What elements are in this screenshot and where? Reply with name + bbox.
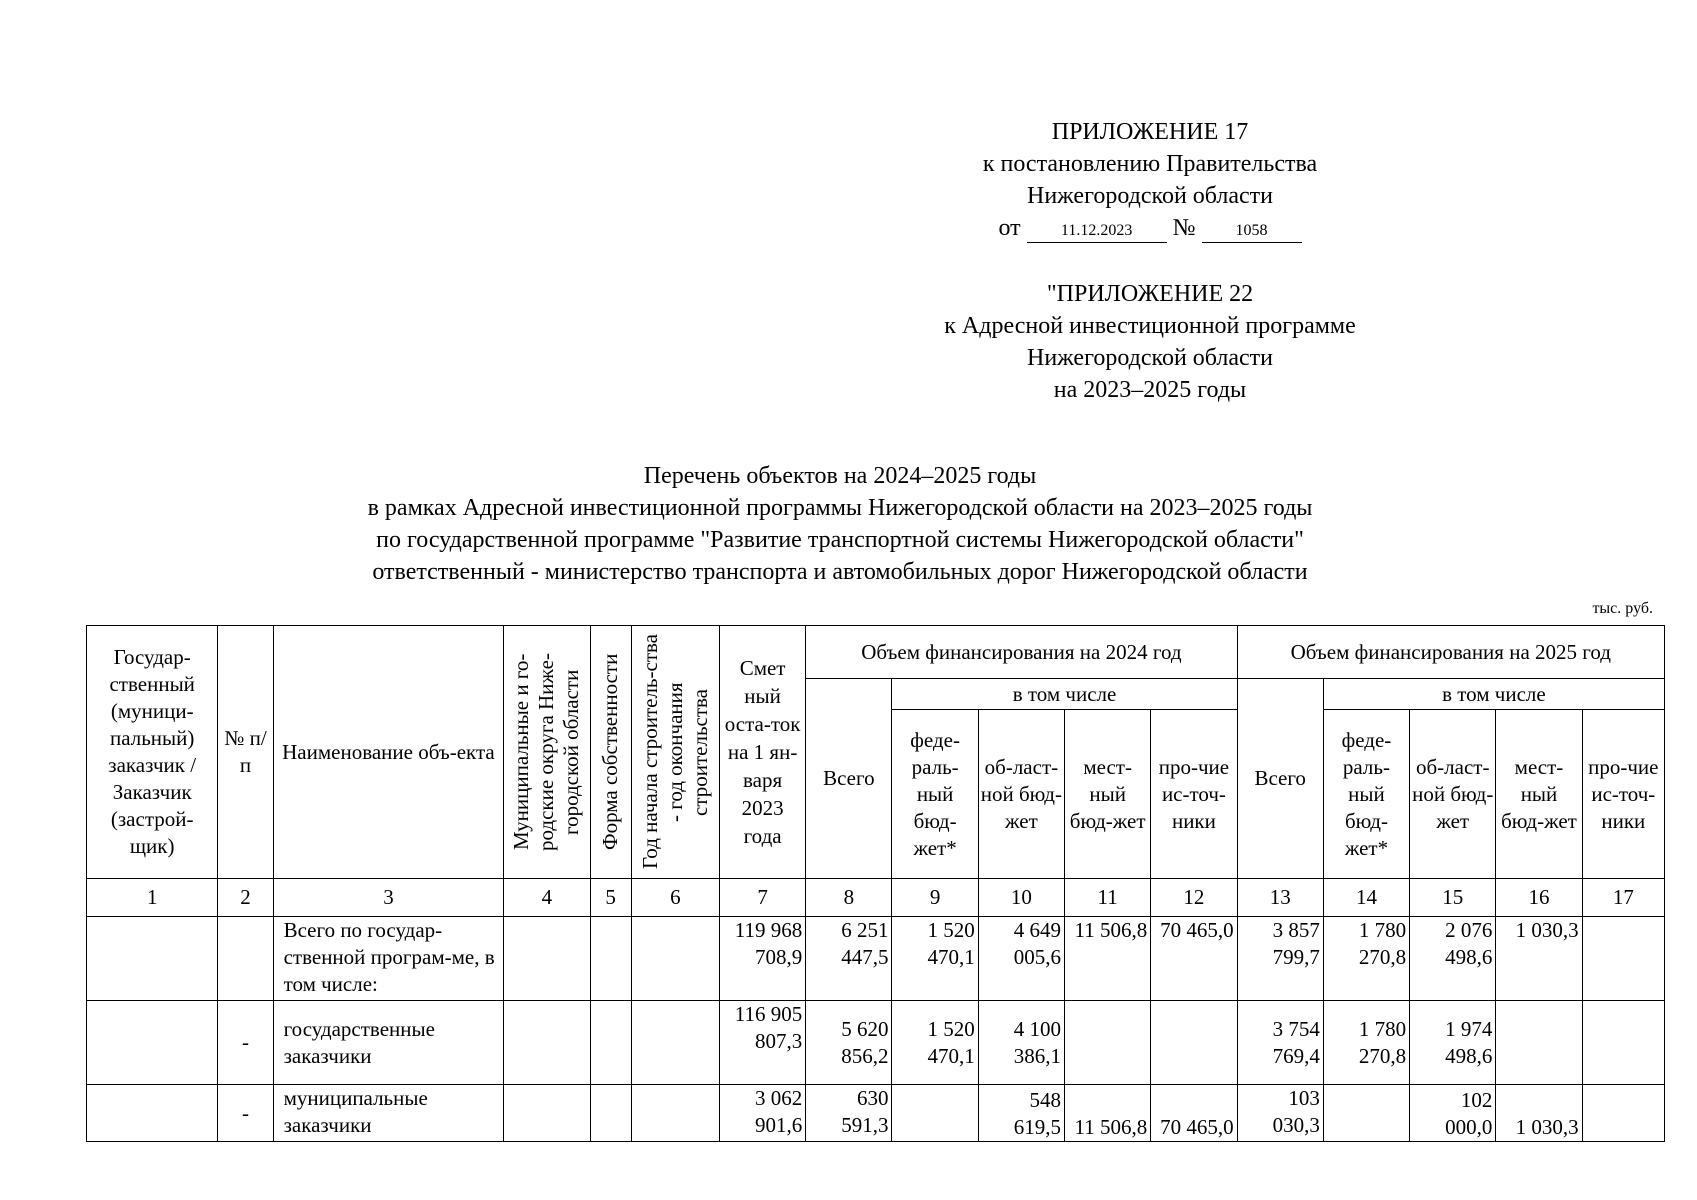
cell-total-2025: 3 754 769,4 (1237, 1001, 1323, 1085)
title-line3: по государственной программе "Развитие транспортной системы Нижегородской области" (376, 527, 1304, 553)
cell-customer (87, 1085, 218, 1142)
cell-num (218, 917, 273, 1001)
cell-other-2024: 70 465,0 (1151, 917, 1237, 1001)
header-ownership-text: Форма собственности (598, 653, 623, 851)
title-line1: Перечень объектов на 2024–2025 годы (643, 463, 1037, 489)
cell-ownership (590, 1085, 631, 1142)
cell-other-2025 (1582, 1085, 1664, 1142)
header-regional-2025: об-ласт-ной бюд-жет (1410, 710, 1496, 879)
cell-years (631, 1001, 719, 1085)
cell-municipal (504, 1001, 590, 1085)
cell-years (631, 1085, 719, 1142)
cell-regional-2024: 548 619,5 (978, 1085, 1064, 1142)
header-fin-2025: Объем финансирования на 2025 год (1237, 626, 1664, 679)
header-including-2025: в том числе (1323, 679, 1664, 710)
cell-name: Всего по государ-ственной програм-ме, в том числе: (273, 917, 504, 1001)
title-line2: в рамках Адресной инвестиционной программы Нижегородской области на 2023–2025 годы (367, 495, 1313, 521)
cell-local-2025: 1 030,3 (1496, 1085, 1582, 1142)
header-federal-2025: феде-раль-ный бюд-жет* (1323, 710, 1409, 879)
cell-regional-2025: 1 974 498,6 (1410, 1001, 1496, 1085)
header-including-2024: в том числе (892, 679, 1237, 710)
cell-local-2024: 11 506,8 (1065, 917, 1151, 1001)
cell-regional-2025: 2 076 498,6 (1410, 917, 1496, 1001)
header-other-2025: про-чие ис-точ-ники (1582, 710, 1664, 879)
annex-22-line2: к Адресной инвестиционной программе (944, 313, 1356, 339)
col-number: 16 (1496, 879, 1582, 917)
col-number: 6 (631, 879, 719, 917)
header-customer: Государ-ственный (муници-пальный) заказчик / Заказчик (застрой-щик) (87, 626, 218, 879)
header-fin-2024: Объем финансирования на 2024 год (806, 626, 1237, 679)
header-years-text: Год начала строитель-ства - год окончания строительства (637, 634, 712, 870)
cell-remainder: 119 968 708,9 (719, 917, 805, 1001)
header-name: Наименование объ-екта (273, 626, 504, 879)
cell-local-2024 (1065, 1001, 1151, 1085)
number-label: № (1172, 215, 1196, 241)
document-title (240, 460, 1440, 588)
resolution-number: 1058 (1202, 220, 1302, 243)
col-number: 10 (978, 879, 1064, 917)
cell-remainder: 3 062 901,6 (719, 1085, 805, 1142)
cell-total-2024: 5 620 856,2 (806, 1001, 892, 1085)
header-remainder: Смет ный оста-ток на 1 ян-варя 2023 года (719, 626, 805, 879)
header-local-2024: мест-ный бюд-жет (1065, 710, 1151, 879)
cell-municipal (504, 1085, 590, 1142)
header-total-2024: Всего (806, 679, 892, 879)
cell-num: - (218, 1001, 273, 1085)
header-local-2025: мест-ный бюд-жет (1496, 710, 1582, 879)
col-number: 12 (1151, 879, 1237, 917)
col-number: 7 (719, 879, 805, 917)
cell-regional-2024: 4 100 386,1 (978, 1001, 1064, 1085)
col-number: 11 (1065, 879, 1151, 917)
cell-regional-2024: 4 649 005,6 (978, 917, 1064, 1001)
col-number: 5 (590, 879, 631, 917)
cell-local-2025 (1496, 1001, 1582, 1085)
from-label: от (998, 215, 1021, 241)
table-row (87, 1085, 1665, 1142)
cell-total-2025: 3 857 799,7 (1237, 917, 1323, 1001)
col-number: 13 (1237, 879, 1323, 917)
cell-federal-2024: 1 520 470,1 (892, 917, 978, 1001)
column-numbers-row (87, 879, 1665, 917)
cell-federal-2025 (1323, 1085, 1409, 1142)
cell-ownership (590, 1001, 631, 1085)
annex-22-block (930, 278, 1370, 406)
col-number: 3 (273, 879, 504, 917)
cell-name: государственные заказчики (273, 1001, 504, 1085)
col-number: 17 (1582, 879, 1664, 917)
cell-total-2025: 103 030,3 (1237, 1085, 1323, 1142)
cell-customer (87, 917, 218, 1001)
cell-regional-2025: 102 000,0 (1410, 1085, 1496, 1142)
col-number: 9 (892, 879, 978, 917)
col-number: 14 (1323, 879, 1409, 917)
annex-22-line3: Нижегородской области (1026, 345, 1274, 371)
cell-municipal (504, 917, 590, 1001)
col-number: 8 (806, 879, 892, 917)
cell-total-2024: 6 251 447,5 (806, 917, 892, 1001)
cell-total-2024: 630 591,3 (806, 1085, 892, 1142)
header-municipal-text: Муниципальные и го-родские округа Ниже-городской области (509, 653, 584, 851)
cell-federal-2025: 1 780 270,8 (1323, 917, 1409, 1001)
table-row (87, 917, 1665, 1001)
cell-remainder: 116 905 807,3 (719, 1001, 805, 1085)
cell-federal-2024 (892, 1085, 978, 1142)
units-label: тыс. руб. (1592, 600, 1653, 617)
cell-name: муниципальные заказчики (273, 1085, 504, 1142)
header-num: № п/п (218, 626, 273, 879)
cell-federal-2025: 1 780 270,8 (1323, 1001, 1409, 1085)
annex-17-block (930, 116, 1370, 244)
header-federal-2024: феде-раль-ный бюд-жет* (892, 710, 978, 879)
cell-other-2025 (1582, 917, 1664, 1001)
header-ownership (590, 626, 631, 879)
objects-table (86, 625, 1665, 1142)
cell-customer (87, 1001, 218, 1085)
cell-other-2024 (1151, 1001, 1237, 1085)
title-line4: ответственный - министерство транспорта и автомобильных дорог Нижегородской области (372, 559, 1308, 585)
header-regional-2024: об-ласт-ной бюд-жет (978, 710, 1064, 879)
annex-17-line3: Нижегородской области (1026, 183, 1274, 209)
header-other-2024: про-чие ис-точ-ники (1151, 710, 1237, 879)
header-total-2025: Всего (1237, 679, 1323, 879)
col-number: 4 (504, 879, 590, 917)
cell-other-2024: 70 465,0 (1151, 1085, 1237, 1142)
col-number: 1 (87, 879, 218, 917)
cell-ownership (590, 917, 631, 1001)
resolution-date: 11.12.2023 (1027, 220, 1167, 243)
cell-federal-2024: 1 520 470,1 (892, 1001, 978, 1085)
annex-17-date-line (930, 212, 1370, 244)
annex-17-heading: ПРИЛОЖЕНИЕ 17 (1051, 119, 1249, 145)
cell-other-2025 (1582, 1001, 1664, 1085)
table-row (87, 1001, 1665, 1085)
cell-num: - (218, 1085, 273, 1142)
annex-17-line2: к постановлению Правительства (982, 151, 1318, 177)
annex-22-heading: "ПРИЛОЖЕНИЕ 22 (1046, 281, 1254, 307)
cell-local-2025: 1 030,3 (1496, 917, 1582, 1001)
col-number: 15 (1410, 879, 1496, 917)
cell-local-2024: 11 506,8 (1065, 1085, 1151, 1142)
cell-years (631, 917, 719, 1001)
header-years (631, 626, 719, 879)
annex-22-line4: на 2023–2025 годы (1053, 377, 1247, 403)
col-number: 2 (218, 879, 273, 917)
header-municipal (504, 626, 590, 879)
